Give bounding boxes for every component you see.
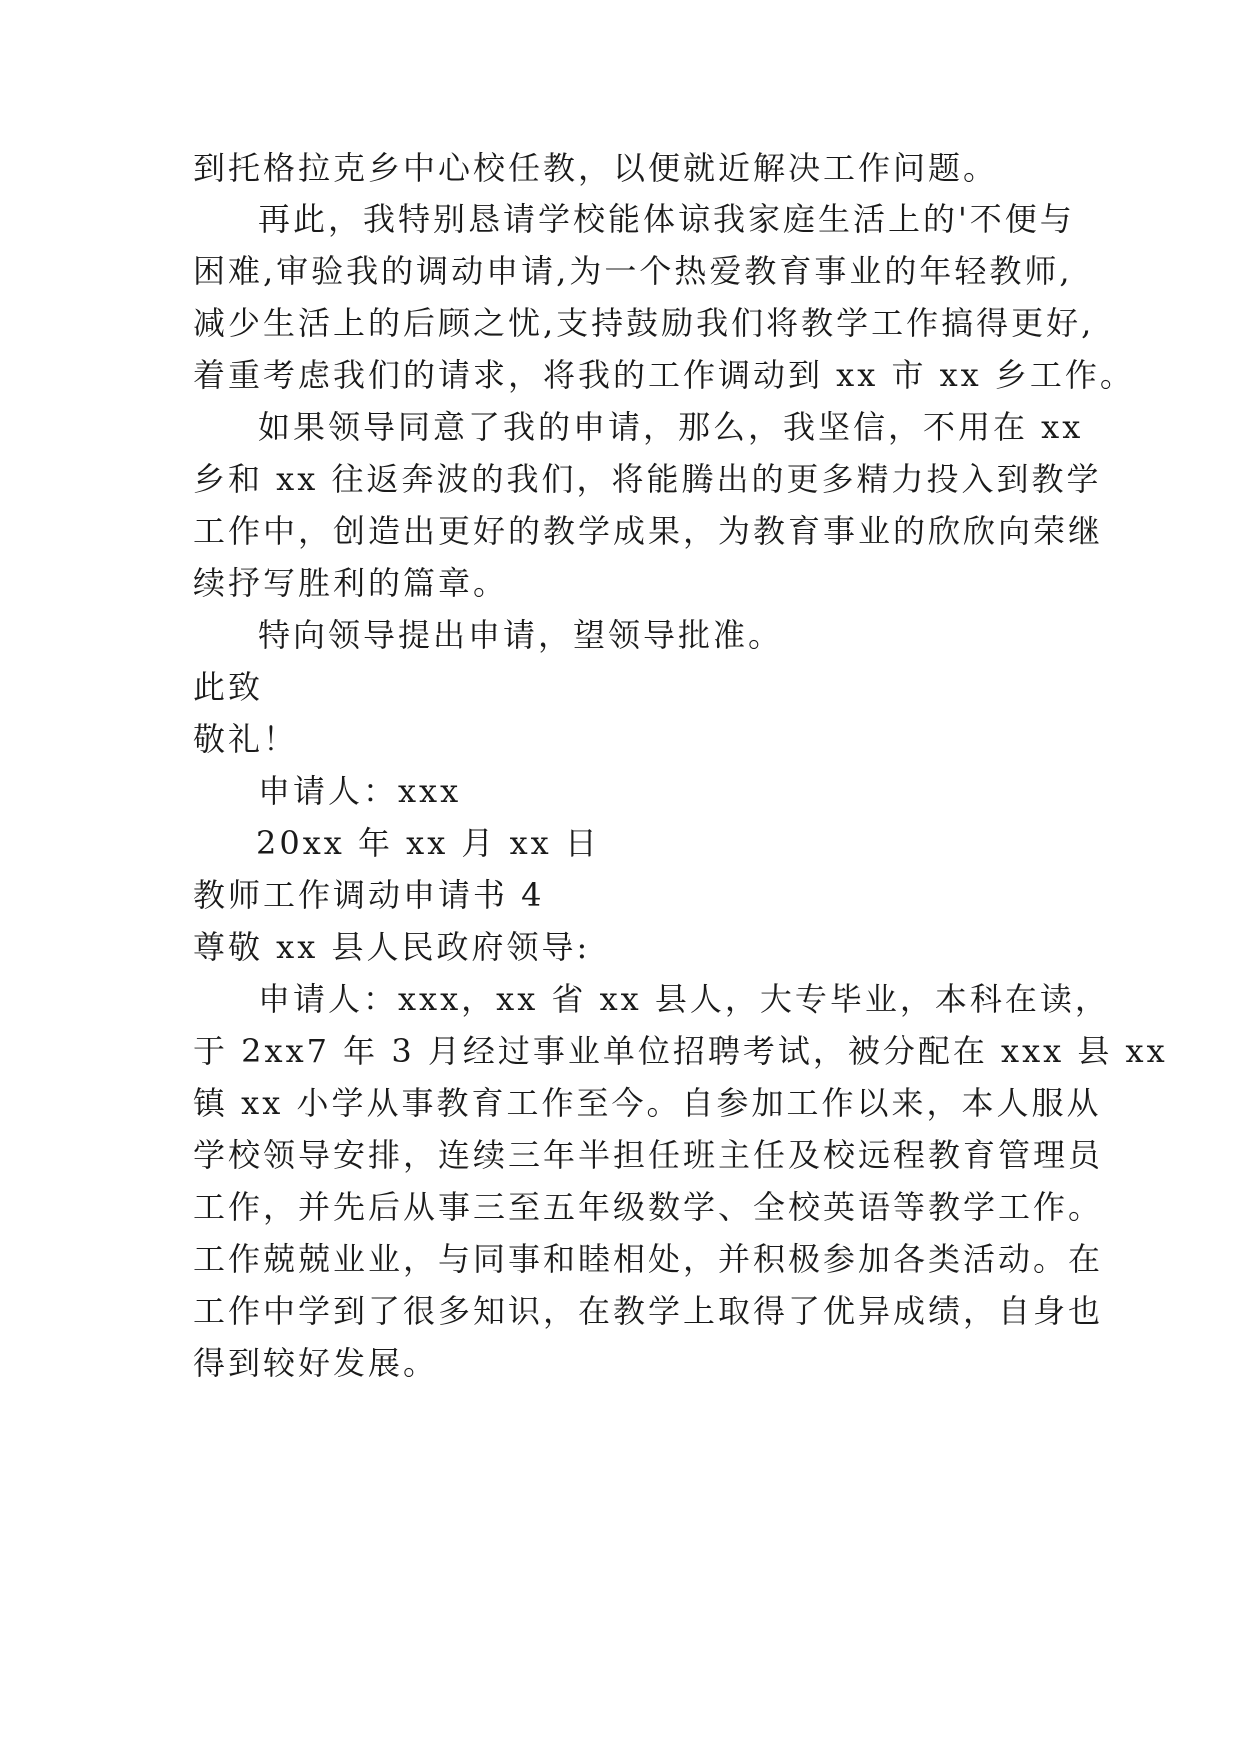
text-line: 申请人：xxx，xx 省 xx 县人，大专毕业，本科在读， [258, 980, 1110, 1018]
text-line: 特向领导提出申请，望领导批准。 [258, 616, 784, 654]
text-line: 工作，并先后从事三至五年级数学、全校英语等教学工作。 [193, 1188, 1104, 1226]
text-line: 于 2xx7 年 3 月经过事业单位招聘考试，被分配在 xxx 县 xx [193, 1032, 1168, 1070]
applicant-signature: 申请人：xxx [258, 772, 462, 810]
text-line: 再此，我特别恳请学校能体谅我家庭生活上的'不便与 [258, 200, 1075, 238]
text-line: 学校领导安排，连续三年半担任班主任及校远程教育管理员 [193, 1136, 1104, 1174]
text-line: 困难,审验我的调动申请,为一个热爱教育事业的年轻教师, [193, 252, 1073, 290]
text-line: 到托格拉克乡中心校任教，以便就近解决工作问题。 [193, 149, 999, 187]
closing-salutation: 此致 [193, 668, 264, 706]
text-line: 工作中学到了很多知识，在教学上取得了优异成绩，自身也 [193, 1292, 1104, 1330]
text-line: 乡和 xx 往返奔波的我们，将能腾出的更多精力投入到教学 [193, 460, 1102, 498]
date-line: 20xx 年 xx 月 xx 日 [256, 824, 600, 862]
text-line: 着重考虑我们的请求，将我的工作调动到 xx 市 xx 乡工作。 [193, 356, 1135, 394]
text-line: 工作兢兢业业，与同事和睦相处，并积极参加各类活动。在 [193, 1240, 1104, 1278]
text-line: 续抒写胜利的篇章。 [193, 564, 509, 602]
section-heading: 教师工作调动申请书 4 [193, 876, 545, 914]
text-line: 工作中，创造出更好的教学成果，为教育事业的欣欣向荣继 [193, 512, 1104, 550]
text-line: 如果领导同意了我的申请，那么，我坚信，不用在 xx [258, 408, 1084, 446]
text-line: 镇 xx 小学从事教育工作至今。自参加工作以来，本人服从 [193, 1084, 1102, 1122]
letter-greeting: 尊敬 xx 县人民政府领导: [193, 928, 591, 966]
text-line: 得到较好发展。 [193, 1344, 439, 1382]
closing-regards: 敬礼！ [193, 720, 299, 758]
text-line: 减少生活上的后顾之忧,支持鼓励我们将教学工作搞得更好, [193, 304, 1095, 342]
